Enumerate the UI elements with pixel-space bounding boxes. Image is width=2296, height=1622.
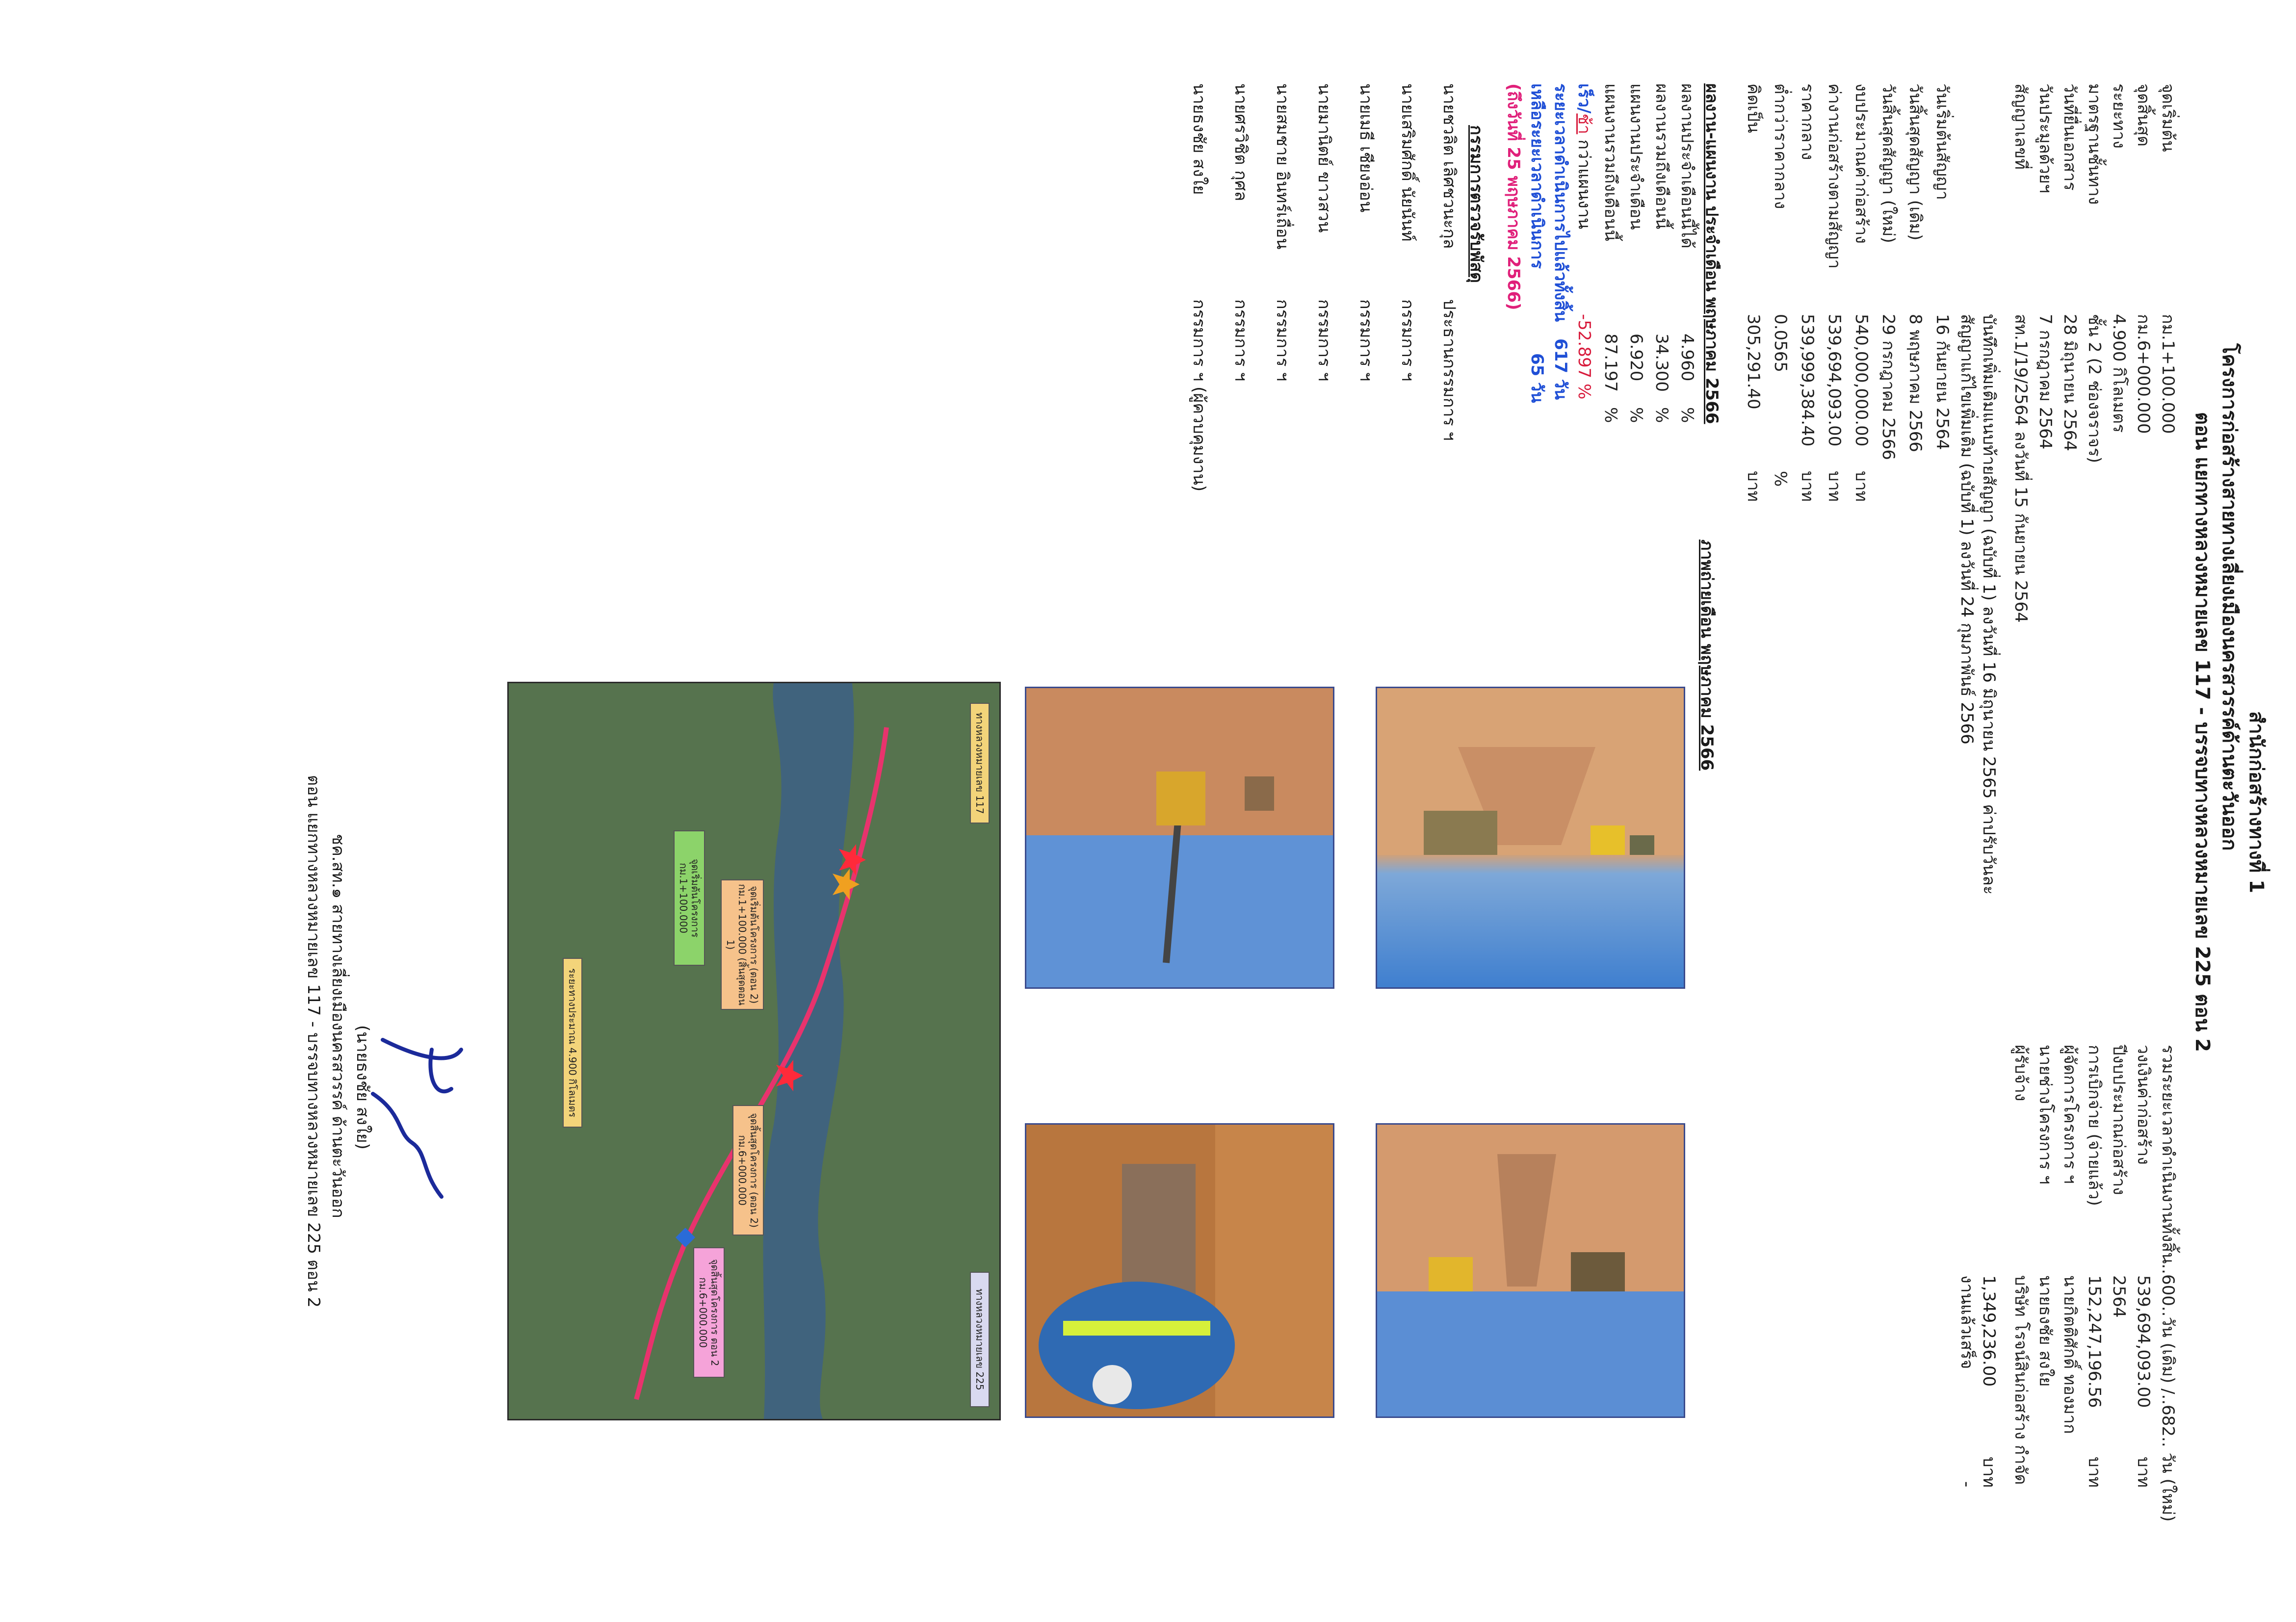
- info-left-label: จุดสิ้นสุด: [2134, 83, 2153, 147]
- committee-member-role: กรรมการ ฯ: [1398, 299, 1417, 382]
- map-callout-section-end: จุดสิ้นสุดโครงการ (ตอน 2) กม.6+000.000: [732, 1105, 764, 1236]
- map-label-distance: ระยะทางประมาณ 4.900 กิโลเมตร: [563, 958, 582, 1128]
- map-callout-end: จุดสิ้นสุดโครงการ ตอน 2 กม.6+000.000: [693, 1247, 725, 1378]
- office-title: สำนักก่อสร้างทางที่ 1: [2245, 711, 2268, 894]
- committee-heading: กรรมการตรวจรับพัสดุ: [1466, 125, 1486, 283]
- progress-value: 87.197: [1601, 334, 1620, 392]
- info-left-value: กม.6+000.000: [2134, 314, 2153, 434]
- map-callout-section-start: จุดเริ่มต้นโครงการ (ตอน 2) กม.1+100.000 (สิ้นสุดตอน 1): [721, 879, 764, 1010]
- committee-member-role: กรรมการ ฯ: [1314, 299, 1334, 382]
- contract-value: 539,694,093.00: [1825, 314, 1844, 447]
- progress-label: ผลงานประจำเดือนนี้ได้: [1677, 83, 1697, 249]
- signer-name: (นายธงชัย สงใย): [353, 1025, 372, 1150]
- info-right-value: บริษัท โรจน์สินก่อสร้าง กำจัด: [2011, 1275, 2031, 1485]
- ahead-suffix: กว่าแผนงาน: [1574, 134, 1594, 230]
- info-left-label: จุดเริ่มต้น: [2158, 83, 2178, 152]
- photo-worker-pile: [1025, 1123, 1334, 1418]
- progress-label: แผนงานรวมถึงเดือนนี้: [1601, 83, 1620, 241]
- info-right-label: ปีงบประมาณก่อสร้าง: [2109, 1045, 2129, 1195]
- committee-member-name: นายธงชัย สงใย: [1189, 83, 1209, 195]
- photo-pile-rig: [1025, 687, 1334, 989]
- photo-grader-road: [1376, 687, 1685, 989]
- info-left-value: 7 กรกฎาคม 2564: [2035, 314, 2055, 450]
- contract-unit: %: [1771, 471, 1790, 487]
- photo-compactor-road: [1376, 1123, 1685, 1418]
- info-right-label: การเบิกจ่าย (จ่ายแล้ว): [2085, 1045, 2104, 1206]
- contract-label: ราคากลาง: [1798, 83, 1817, 160]
- info-right-label: รวมระยะเวลาดำเนินงานทั้งสิ้น..600..วัน (เดิม) /..682.. วัน (ใหม่): [2158, 1045, 2178, 1522]
- contract-label: วันเริ่มต้นสัญญา: [1932, 83, 1952, 200]
- info-left-label: สัญญาเลขที่: [2011, 83, 2031, 170]
- elapsed-value: 617 วัน: [1551, 338, 1570, 400]
- ahead-behind-value: -52.897 %: [1574, 314, 1594, 400]
- progress-unit: %: [1677, 407, 1697, 423]
- project-map: [507, 682, 1001, 1420]
- info-right-value: 2564: [2109, 1275, 2129, 1318]
- contract-unit: บาท: [1798, 471, 1817, 502]
- progress-label: ผลงานรวมถึงเดือนนี้: [1652, 83, 1671, 230]
- map-label-start-road: ทางหลวงหมายเลข 117: [970, 703, 990, 824]
- contract-label: งบประมาณค่าก่อสร้าง: [1852, 83, 1871, 244]
- committee-member-name: นายเสริมศักดิ์ นัยนันท์: [1398, 83, 1417, 242]
- contract-unit: บาท: [1825, 471, 1844, 502]
- project-title: โครงการก่อสร้างสายทางเลี่ยงเมืองนครสวรรค์ด้านตะวันออก: [2218, 343, 2241, 851]
- committee-member-role: กรรมการ ฯ: [1356, 299, 1376, 382]
- contract-value: 305,291.40: [1744, 314, 1763, 410]
- contract-label: วันสิ้นสุดสัญญา (ใหม่): [1879, 83, 1898, 243]
- contract-value: 0.0565: [1771, 314, 1790, 372]
- photos-heading: ภาพถ่ายเดือน พฤษภาคม 2566: [1697, 540, 1717, 771]
- info-right-unit: บาท: [2085, 1457, 2104, 1488]
- info-left-label: วันที่ยื่นเอกสาร: [2060, 83, 2080, 191]
- committee-member-name: นายเมธี เชียงอ่อน: [1356, 83, 1376, 213]
- contract-value: 539,999,384.40: [1798, 314, 1817, 447]
- contract-value: 16 กันยายน 2564: [1932, 314, 1952, 450]
- info-left-value: 28 มิถุนายน 2564: [2060, 314, 2080, 451]
- info-left-label: มาตรฐานชั้นทาง: [2085, 83, 2104, 205]
- signer-section: ตอน แยกทางหลวงหมายเลข 117 - บรรจบทางหลวงหมายเลข 225 ตอน 2: [304, 775, 323, 1308]
- progress-unit: %: [1652, 407, 1671, 423]
- info-left-value: 4.900 กิโลเมตร: [2109, 314, 2129, 433]
- committee-member-name: นายศรวิชิต กุศล: [1231, 83, 1251, 202]
- as-of-date: (ถึงวันที่ 25 พฤษภาคม 2566): [1504, 83, 1523, 310]
- remaining-value: 65 วัน: [1527, 353, 1547, 403]
- committee-member-name: นายมานิตย์ ขาวสวน: [1314, 83, 1334, 233]
- info-left-value: สท.1/19/2564 ลงวันที่ 15 กันยายน 2564: [2011, 314, 2031, 623]
- contract-label: ค่างานก่อสร้างตามสัญญา: [1825, 83, 1844, 269]
- contract-label: วันสิ้นสุดสัญญา (เดิม): [1905, 83, 1925, 241]
- committee-member-name: นายสมชาย อินทร์เถื่อน: [1273, 83, 1292, 250]
- memo-completed-label: งานแล้วเสร็จ: [1957, 1275, 1977, 1369]
- contract-label: ต่ำกว่าราคากลาง: [1771, 83, 1790, 209]
- contract-unit: บาท: [1744, 471, 1763, 502]
- project-subtitle: ตอน แยกทางหลวงหมายเลข 117 - บรรจบทางหลวงหมายเลข 225 ตอน 2: [2191, 412, 2214, 1052]
- info-right-value: 539,694,093.00: [2134, 1275, 2153, 1408]
- progress-value: 34.300: [1652, 334, 1671, 392]
- progress-value: 4.960: [1677, 334, 1697, 382]
- contract-unit: บาท: [1852, 471, 1871, 502]
- info-right-unit: บาท: [2134, 1457, 2153, 1488]
- info-right-label: ผู้รับจ้าง: [2011, 1045, 2031, 1102]
- progress-heading: ผลงาน-แผนงาน ประจำเดือน พฤษภาคม 2566: [1702, 83, 1722, 424]
- committee-member-role: กรรมการ ฯ (ผู้ควบคุมงาน): [1189, 299, 1209, 492]
- committee-member-role: กรรมการ ฯ: [1231, 299, 1251, 382]
- progress-unit: %: [1626, 407, 1646, 423]
- memo-penalty-value: 1,349,236.00: [1979, 1275, 1999, 1387]
- info-left-label: ระยะทาง: [2109, 83, 2129, 149]
- info-left-value: กม.1+100.000: [2158, 314, 2178, 434]
- ahead-behind-label: [1574, 83, 1594, 229]
- info-right-value: นายธงชัย สงใย: [2035, 1275, 2055, 1387]
- behind-text: ช้า: [1574, 113, 1594, 134]
- progress-label: แผนงานประจำเดือน: [1626, 83, 1646, 230]
- memo-penalty-unit: บาท: [1979, 1457, 1999, 1488]
- map-label-end-road: ทางหลวงหมายเลข 225: [970, 1272, 990, 1407]
- info-right-value: นายกิตติศักดิ์ ทองมาก: [2060, 1275, 2080, 1434]
- progress-unit: %: [1601, 407, 1620, 423]
- info-left-value: ชั้น 2 (2 ช่องจราจร): [2085, 314, 2104, 463]
- committee-member-role: ประธานกรรมการ ฯ: [1439, 299, 1459, 441]
- remaining-label: เหลือระยะเวลาดำเนินการ: [1527, 83, 1547, 269]
- memo-line-2: สัญญาแก้ไขเพิ่มเติม (ฉบับที่ 1) ลงวันที่ 24 กุมภาพันธ์ 2566: [1957, 314, 1977, 745]
- committee-member-role: กรรมการ ฯ: [1273, 299, 1292, 382]
- info-right-label: ผู้จัดการโครงการ ฯ: [2060, 1045, 2080, 1184]
- contract-value: 540,000,000.00: [1852, 314, 1871, 447]
- committee-member-name: นายชวลิต เลิศชวนะกุล: [1439, 83, 1459, 249]
- contract-value: 8 พฤษภาคม 2566: [1905, 314, 1925, 452]
- info-right-label: นายช่างโครงการ ฯ: [2035, 1045, 2055, 1184]
- contract-label: คิดเป็น: [1744, 83, 1763, 133]
- map-callout-start: จุดเริ่มต้นโครงการ กม.1+100.000: [674, 830, 705, 966]
- ahead-text: เร็ว/: [1574, 83, 1594, 114]
- memo-line-1: บันทึกเพิ่มเติมแนบท้ายสัญญา (ฉบับที่ 1) ลงวันที่ 16 มิถุนายน 2565 ค่าปรับวันละ: [1979, 314, 1999, 895]
- contract-value: 29 กรกฎาคม 2566: [1879, 314, 1898, 460]
- progress-value: 6.920: [1626, 334, 1646, 382]
- info-right-label: วงเงินค่าก่อสร้าง: [2134, 1045, 2153, 1165]
- info-right-value: 152,247,196.56: [2085, 1275, 2104, 1408]
- signer-position: ชค.สท.๑ สายทางเลี่ยงเมืองนครสวรรค์ ด้านตะวันออก: [328, 834, 348, 1218]
- elapsed-label: ระยะเวลาดำเนินการไปแล้วทั้งสิ้น: [1551, 83, 1570, 322]
- memo-completed-value: -: [1957, 1481, 1977, 1488]
- info-left-label: วันประมูลด้วยฯ: [2035, 83, 2055, 193]
